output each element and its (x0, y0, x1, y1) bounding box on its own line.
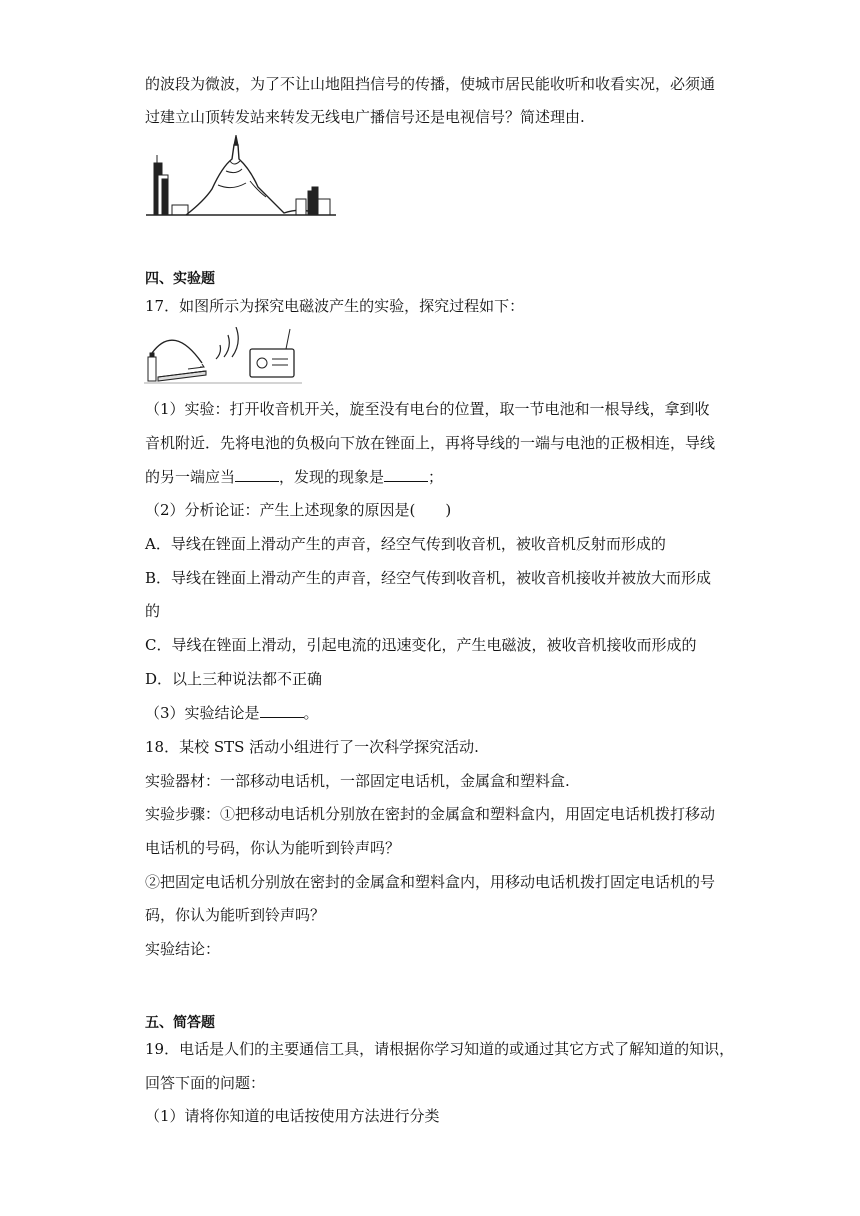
q19-line-1: 19．电话是人们的主要通信工具，请根据你学习知道的或通过其它方式了解知道的知识， (145, 1040, 735, 1058)
intro-line-2: 过建立山顶转发站来转发无线电广播信号还是电视信号？简述理由. (145, 108, 585, 126)
q18-equipment: 实验器材：一部移动电话机，一部固定电话机，金属盒和塑料盒. (145, 772, 570, 790)
q17-part1-text-a: 的另一端应当 (145, 468, 236, 486)
q17-part3-text-b: 。 (303, 704, 319, 722)
q18-step2-line-1: ②把固定电话机分别放在密封的金属盒和塑料盒内，用移动电话机拨打固定电话机的号 (145, 873, 716, 891)
q17-part1-line-3 (145, 467, 443, 487)
answer-blank-1[interactable] (235, 467, 279, 482)
mountain-relay-illustration (146, 135, 338, 219)
q19-line-2: 回答下面的问题： (145, 1074, 266, 1092)
q18-conclusion: 实验结论： (145, 940, 221, 958)
q17-part1-text-b: ，发现的现象是 (279, 468, 385, 486)
intro-line-1: 的波段为微波，为了不让山地阻挡信号的传播，使城市居民能收听和收看实况，必须通 (145, 75, 716, 93)
q18-step1-line-1: 实验步骤：①把移动电话机分别放在密封的金属盒和塑料盒内，用固定电话机拨打移动 (145, 805, 716, 823)
answer-blank-3[interactable] (260, 703, 304, 718)
q17-option-d: D．以上三种说法都不正确 (145, 670, 323, 688)
section-5-title: 五、简答题 (145, 1015, 215, 1031)
q17-option-a: A．导线在锉面上滑动产生的声音，经空气传到收音机，被收音机反射而形成的 (145, 535, 666, 553)
q17-part1-line-1: （1）实验：打开收音机开关，旋至没有电台的位置，取一节电池和一根导线，拿到收 (145, 400, 710, 418)
q18-stem: 18．某校 STS 活动小组进行了一次科学探究活动. (145, 738, 479, 756)
q17-option-c: C．导线在锉面上滑动，引起电流的迅速变化，产生电磁波，被收音机接收而形成的 (145, 636, 697, 654)
q17-option-b-line-2: 的 (145, 602, 161, 620)
q19-part1: （1）请将你知道的电话按使用方法进行分类 (145, 1107, 440, 1125)
q17-part1-text-c: ； (428, 468, 444, 486)
q17-part3 (145, 703, 319, 723)
q18-step1-line-2: 电话机的号码，你认为能听到铃声吗？ (145, 839, 401, 857)
q18-step2-line-2: 码，你认为能听到铃声吗？ (145, 906, 326, 924)
q17-part3-text-a: （3）实验结论是 (145, 704, 260, 722)
battery-radio-illustration (144, 327, 302, 385)
q17-option-b-line-1: B．导线在锉面上滑动产生的声音，经空气传到收音机，被收音机接收并被放大而形成 (145, 569, 712, 587)
q17-stem: 17．如图所示为探究电磁波产生的实验，探究过程如下： (145, 297, 525, 315)
q17-part1-line-2: 音机附近．先将电池的负极向下放在锉面上，再将导线的一端与电池的正极相连，导线 (145, 434, 716, 452)
q17-part2: （2）分析论证：产生上述现象的原因是( ) (145, 501, 452, 519)
answer-blank-2[interactable] (384, 467, 428, 482)
section-4-title: 四、实验题 (145, 271, 215, 287)
